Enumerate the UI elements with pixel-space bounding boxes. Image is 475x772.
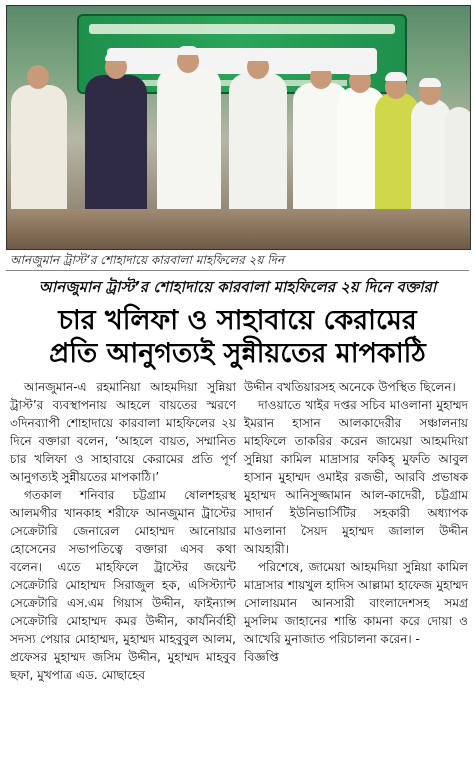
article-column-left: [10, 378, 236, 684]
paragraph: পরিশেষে, জামেয়া আহমদিয়া সুন্নিয়া কামিল মাদ্রাসার শায়খুল হাদিস আল্লামা হাফেজ মুহাম্মদ সোলায়মান আনসারী বাংলাদেশসহ সমগ্র মুসলিম জাহানের শান্তি কামনা করে দোয়া ও আখেরি মুনাজাত পরিচালনা করেন। -: [244, 560, 468, 646]
carpet-floor: [7, 209, 470, 249]
article-column-right: [244, 378, 468, 666]
kicker-headline: আনজুমান ট্রাস্ট’র শোহাদায়ে কারবালা মাহফিলের ২য় দিনে বক্তারা: [38, 278, 437, 296]
headline-line-1: চার খলিফা ও সাহাবায়ে কেরামের: [58, 305, 417, 336]
signoff: বিজ্ঞপ্তি: [244, 650, 279, 664]
divider: [6, 270, 469, 271]
main-headline: [6, 304, 469, 370]
photo-caption: আনজুমান ট্রাস্ট’র শোহাদায়ে কারবালা মাহফিলের ২য় দিন: [10, 253, 285, 267]
paragraph: গতকাল শনিবার চট্টগ্রাম ষোলশহরস্থ আলমগীর খানকাহ শরীফে আনজুমান ট্রাস্টের সেক্রেটারি জেনারেল মোহাম্মদ আনোয়ার হোসেনের সভাপতিত্বে বক্তারা এসব কথা বলেন। এতে মাহফিলে ট্রাস্টের জয়েন্ট সেক্রেটারি মোহাম্মদ সিরাজুল হক, এসিস্ট্যান্ট সেক্রেটারি এস.এম গিয়াস উদ্দীন, ফাইন্যান্স সেক্রেটারি মোহাম্মদ কমর উদ্দীন, কার্যনির্বাহী সদস্য পেয়ার মোহাম্মদ, মুহাম্মদ মাহবুবুল আলম, প্রফেসর মুহাম্মদ জসিম উদ্দীন, মুহাম্মদ মাহবুব ছফা, মুখপাত্র এড. মোছাহেব: [10, 488, 236, 682]
paragraph: দাওয়াতে খাইর দপ্তর সচিব মাওলানা মুহাম্মদ ইমরান হাসান আলকাদেরীর সঞ্চালনায় মাহফিলে তাকরির করেন জামেয়া আহমদিয়া সুন্নিয়া কামিল মাদ্রাসার ফকিহ্ মুফতি আবুল হাসান মুহাম্মদ ওমাইর রজভী, আরবি প্রভাষক মুহাম্মদ আনিসুজ্জামান আল-কাদেরী, চট্টগ্রাম সাদার্ন ইউনিভার্সিটির সহকারী অধ্যাপক মাওলানা সৈয়দ মুহাম্মদ জালাল উদ্দীন আযহারী।: [244, 398, 468, 556]
paragraph: উদ্দীন বখতিয়ারসহ অনেকে উপস্থিত ছিলেন।: [244, 380, 456, 394]
paragraph: আনজুমান-এ রহমানিয়া আহমদিয়া সুন্নিয়া ট্রাস্ট’র ব্যবস্থাপনায় আহলে বায়তের স্মরণে ৩দিনব্যাপী শোহাদায়ে কারবালা মাহফিলের ২য় দিনে বক্তারা বলেন, ‘আহলে বায়ত, সম্মানিত চার খলিফা ও সাহাবায়ে কেরামের প্রতি পূর্ণ আনুগত্যই সুন্নীয়তের মাপকাঠি।’: [10, 380, 236, 484]
event-photo: [6, 5, 471, 250]
headline-line-2: প্রতি আনুগত্যই সুন্নীয়তের মাপকাঠি: [49, 338, 426, 369]
